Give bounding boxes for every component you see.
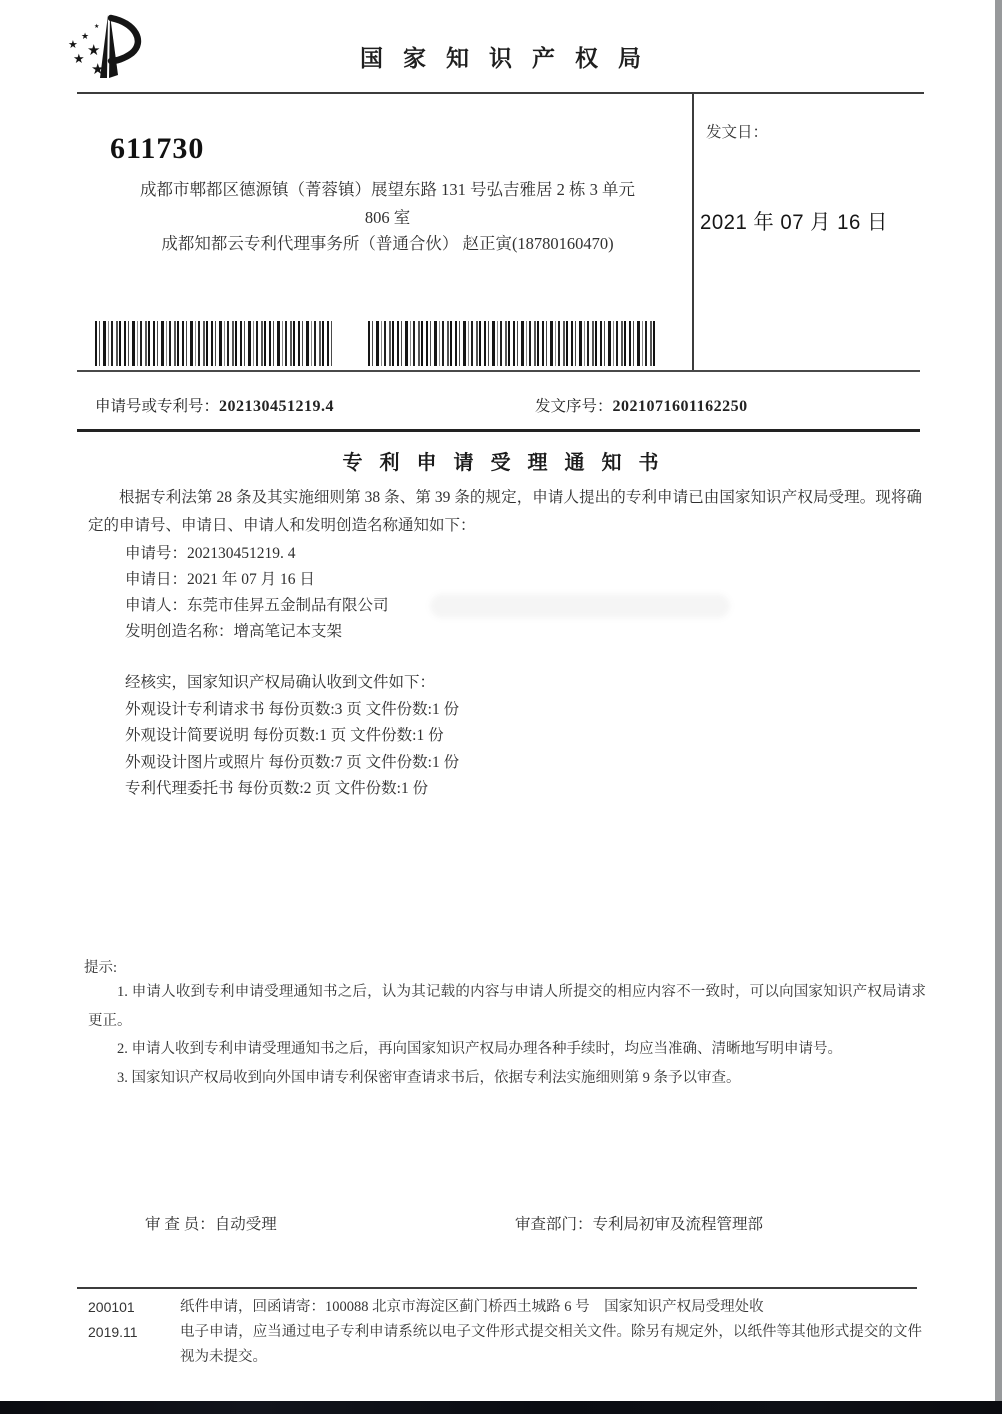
dispatch-date-label: 发文日： (706, 124, 769, 141)
received-documents (125, 670, 845, 803)
field-label: 发明创造名称： (125, 623, 234, 640)
field-label: 申请日： (125, 571, 188, 588)
svg-text:★: ★ (68, 39, 78, 51)
svg-text:★: ★ (94, 24, 100, 30)
hints-list (88, 978, 926, 1092)
footer-note: 纸件申请，回函请寄：100088 北京市海淀区蓟门桥西土城路 6 号 国家知识产权局受理处收 (180, 1299, 764, 1315)
recipient-code: 611730 (110, 132, 205, 165)
department-label: 审查部门： (515, 1216, 593, 1233)
footer-code: 2019.11 (88, 1324, 138, 1340)
examiner-value: 自动受理 (214, 1216, 277, 1233)
application-number-row (95, 394, 334, 416)
field-label: 申请人： (125, 597, 188, 614)
field-application-date (125, 567, 825, 593)
department-value: 专利局初审及流程管理部 (592, 1216, 764, 1233)
agency-title: 国家知识产权局 (360, 45, 661, 71)
svg-text:★: ★ (81, 31, 90, 41)
examiner-row (145, 1212, 277, 1234)
footer-notes (180, 1295, 922, 1370)
header-rule (77, 92, 924, 94)
examiner-label: 审 查 员： (145, 1216, 215, 1233)
hint-item: 1. 申请人收到专利申请受理通知书之后，认为其记载的内容与申请人所提交的相应内容不一致时，可以向国家知识产权局请求更正。 (88, 984, 926, 1029)
dispatch-date-value: 2021 年 07 月 16 日 (700, 211, 888, 234)
application-fields (125, 541, 825, 645)
hint-item: 2. 申请人收到专利申请受理通知书之后，再向国家知识产权局办理各种手续时，均应当准确、清晰地写明申请号。 (117, 1041, 842, 1057)
footer-code: 200101 (88, 1299, 135, 1315)
recipient-agent-line: 成都知都云专利代理事务所（普通合伙） 赵正寅(18780160470) (161, 234, 614, 253)
notice-title: 专利申请受理通知书 (342, 452, 676, 474)
svg-text:★: ★ (73, 51, 85, 66)
field-value: 增高笔记本支架 (233, 623, 343, 640)
recipient-address-line1: 成都市郫都区德源镇（菁蓉镇）展望东路 131 号弘吉雅居 2 栋 3 单元 (140, 180, 635, 199)
field-label: 申请号： (125, 545, 188, 562)
svg-text:★: ★ (91, 62, 105, 78)
barcode-bottom-rule (77, 370, 920, 372)
department-row (515, 1212, 763, 1234)
scan-edge-right (995, 0, 1002, 1414)
received-item: 外观设计图片或照片 每份页数:7 页 文件份数:1 份 (125, 753, 460, 771)
field-value: 2021 年 07 月 16 日 (187, 571, 315, 588)
numbers-bottom-rule (77, 429, 920, 432)
hint-item: 3. 国家知识产权局收到向外国申请专利保密审查请求书后，依据专利法实施细则第 9 条予以审查。 (117, 1069, 741, 1086)
footer-rule (77, 1287, 917, 1289)
field-application-number (125, 541, 825, 567)
footer-note: 电子申请，应当通过电子专利申请系统以电子文件形式提交相关文件。除另有规定外，以纸件等其他形式提交的文件视为未提交。 (180, 1324, 922, 1365)
hints-label: 提示: (84, 960, 118, 976)
serial-number-label: 发文序号： (535, 398, 613, 415)
svg-text:★: ★ (87, 43, 101, 59)
dispatch-cell-divider (692, 92, 694, 372)
received-item: 外观设计专利请求书 每份页数:3 页 文件份数:1 份 (125, 700, 460, 718)
received-item: 专利代理委托书 每份页数:2 页 文件份数:1 份 (125, 780, 429, 797)
recipient-address-line2: 806 室 (364, 208, 411, 227)
scan-smudge (430, 594, 730, 618)
received-item: 外观设计简要说明 每份页数:1 页 文件份数:1 份 (125, 727, 444, 744)
barcode-application (95, 321, 335, 366)
footer-form-codes (88, 1295, 173, 1345)
field-invention-name (125, 619, 825, 645)
received-intro: 经核实，国家知识产权局确认收到文件如下： (125, 674, 436, 691)
barcode-serial (368, 321, 655, 366)
field-value: 东莞市佳昇五金制品有限公司 (187, 597, 389, 614)
application-number-value: 202130451219.4 (219, 398, 335, 415)
scan-edge-bottom (0, 1401, 1002, 1414)
notice-intro-paragraph: 根据专利法第 28 条及其实施细则第 38 条、第 39 条的规定，申请人提出的专利申请已由国家知识产权局受理。现将确定的申请号、申请日、申请人和发明创造名称通知如下： (88, 489, 922, 534)
serial-number-value: 2021071601162250 (612, 398, 748, 415)
application-number-label: 申请号或专利号： (95, 398, 220, 415)
field-value: 202130451219. 4 (187, 545, 296, 562)
serial-number-row (535, 394, 748, 416)
